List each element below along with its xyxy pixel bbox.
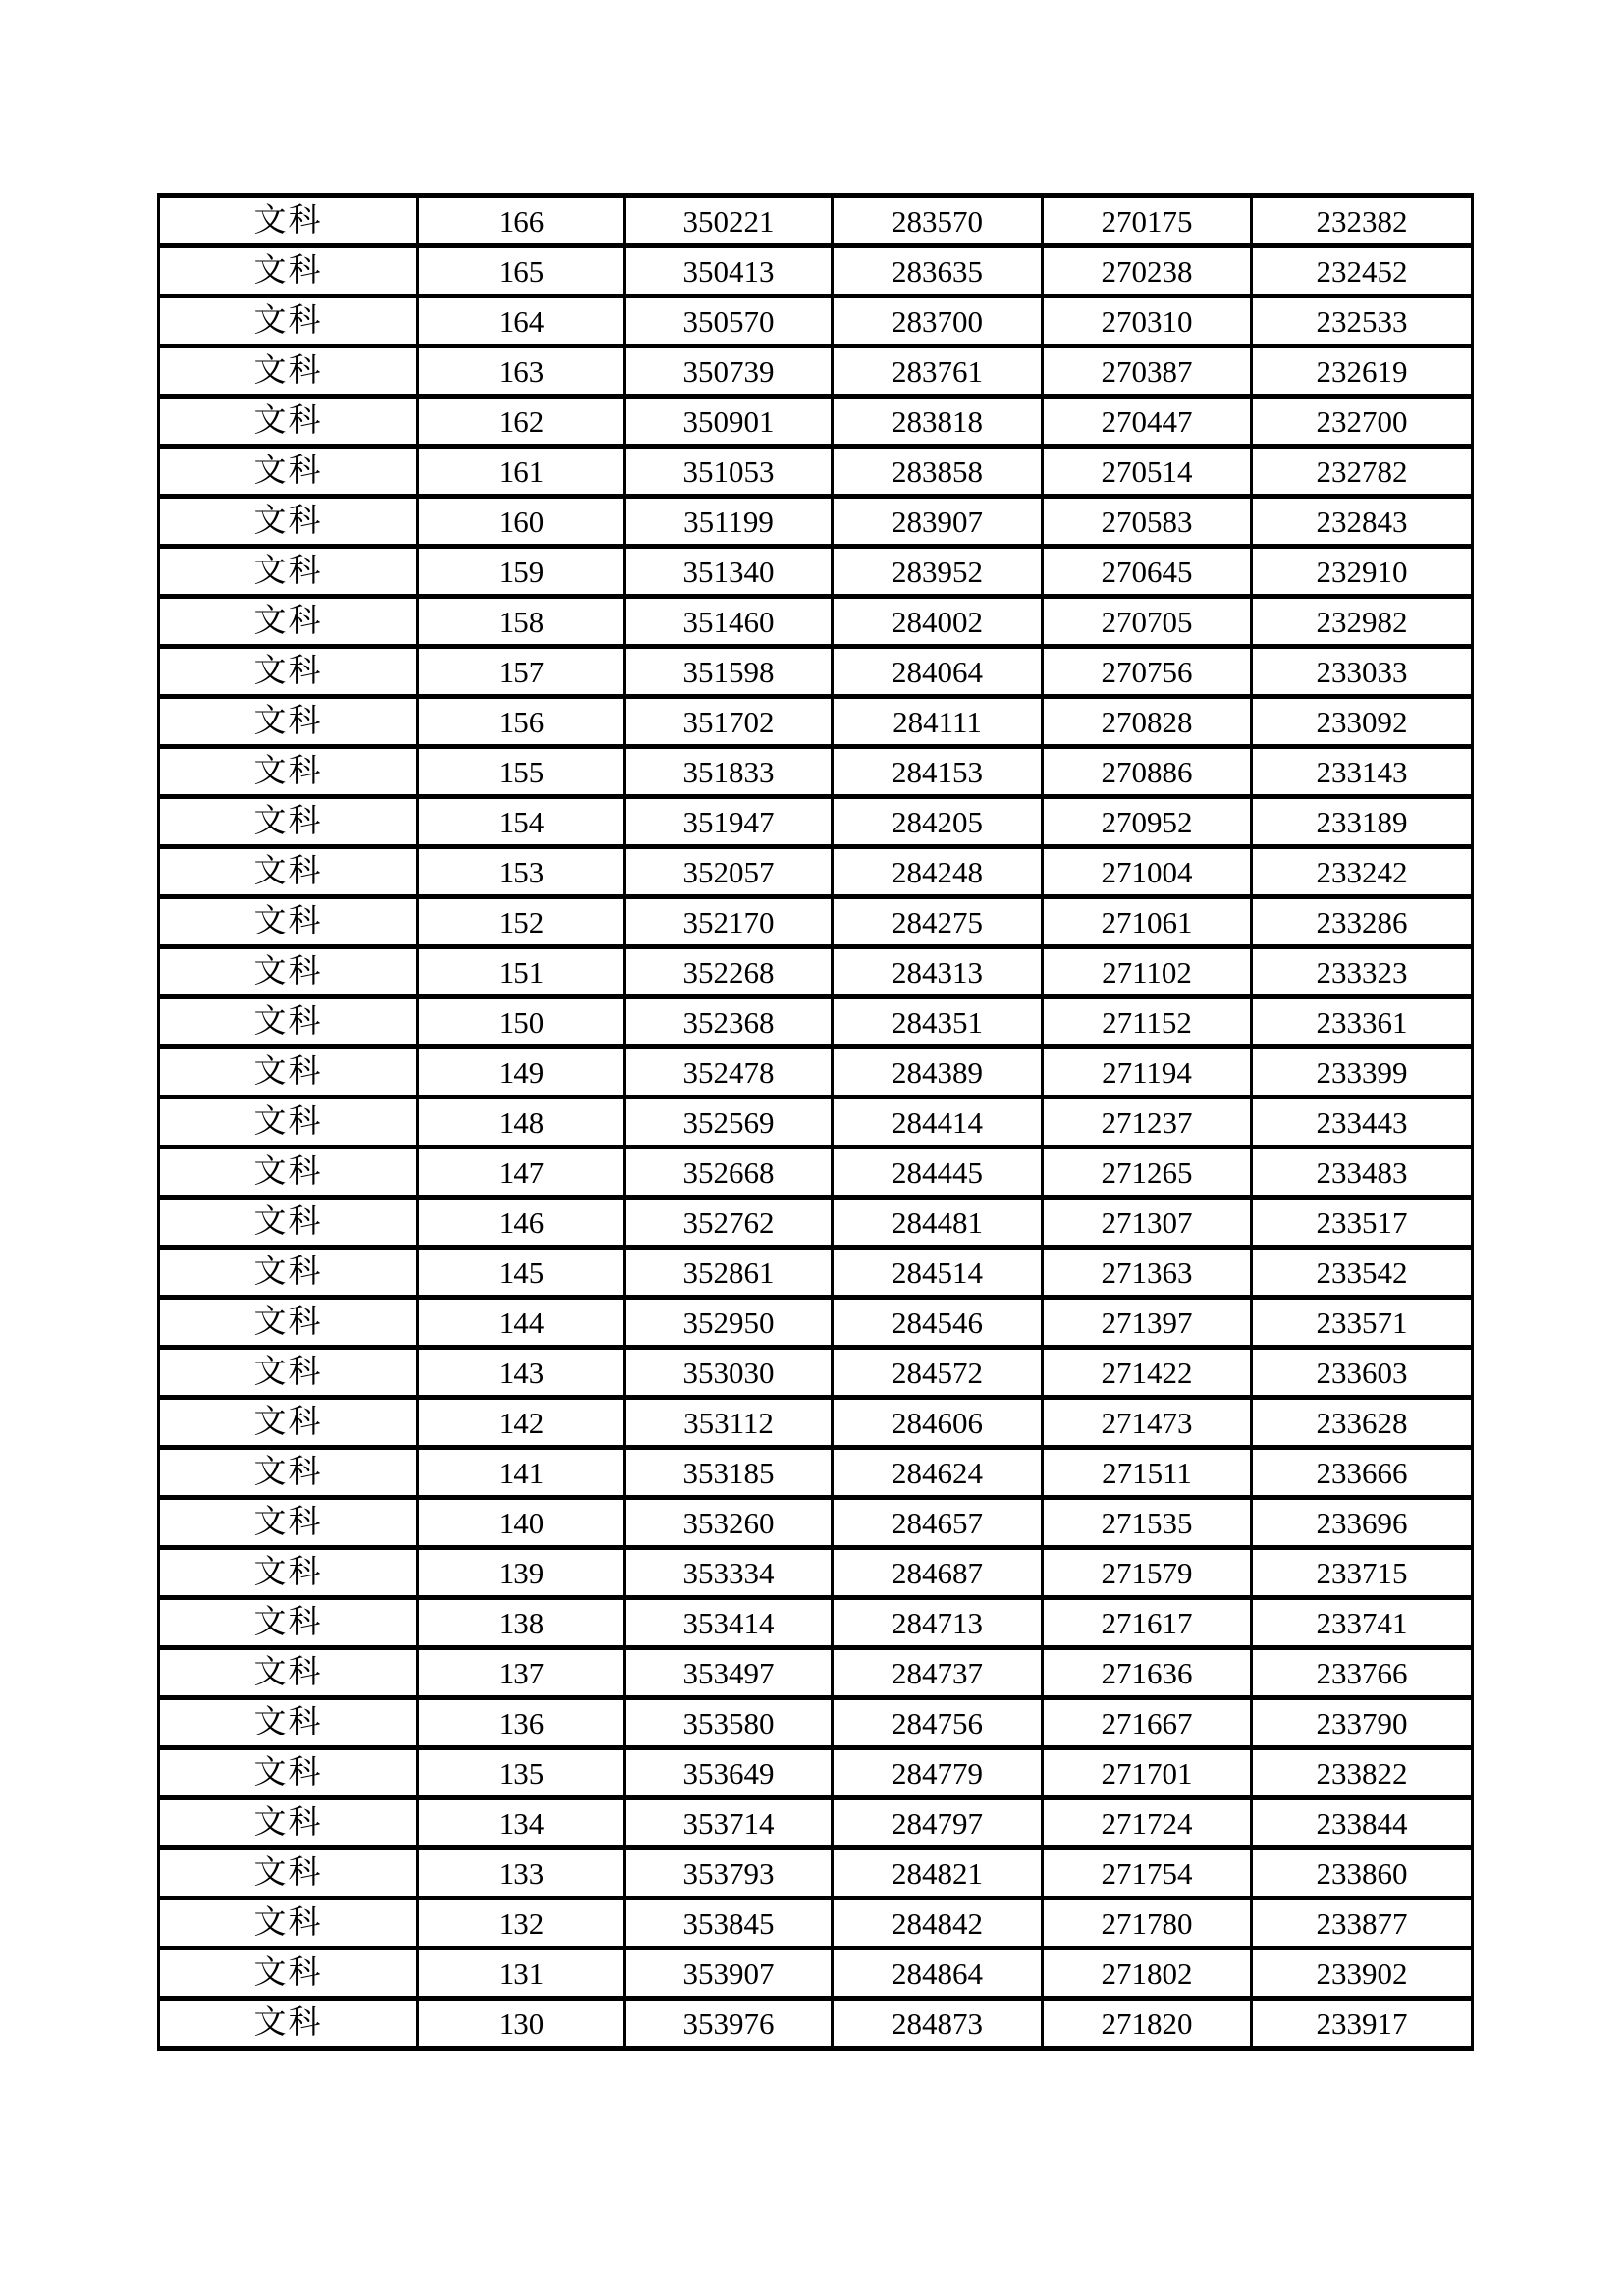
count-1-cell: 352268	[625, 947, 833, 997]
count-4-cell: 233844	[1252, 1798, 1473, 1848]
category-cell: 文科	[159, 1398, 418, 1448]
category-cell: 文科	[159, 697, 418, 747]
table-row	[159, 947, 1473, 997]
count-2-cell: 284713	[833, 1598, 1043, 1648]
count-1-cell: 351053	[625, 447, 833, 497]
table-row	[159, 697, 1473, 747]
category-cell: 文科	[159, 1248, 418, 1298]
count-2-cell: 283952	[833, 547, 1043, 597]
count-2-cell: 284481	[833, 1198, 1043, 1248]
count-1-cell: 353185	[625, 1448, 833, 1498]
score-cell: 164	[418, 296, 625, 347]
count-3-cell: 270310	[1043, 296, 1252, 347]
count-3-cell: 271102	[1043, 947, 1252, 997]
count-4-cell: 233517	[1252, 1198, 1473, 1248]
count-1-cell: 351947	[625, 797, 833, 847]
count-3-cell: 270583	[1043, 497, 1252, 547]
count-4-cell: 233483	[1252, 1148, 1473, 1198]
count-2-cell: 284687	[833, 1548, 1043, 1598]
count-3-cell: 271535	[1043, 1498, 1252, 1548]
score-cell: 149	[418, 1047, 625, 1097]
score-cell: 144	[418, 1298, 625, 1348]
table-row	[159, 597, 1473, 647]
count-3-cell: 271780	[1043, 1898, 1252, 1949]
count-2-cell: 284657	[833, 1498, 1043, 1548]
count-3-cell: 271617	[1043, 1598, 1252, 1648]
count-1-cell: 351199	[625, 497, 833, 547]
count-2-cell: 284756	[833, 1698, 1043, 1748]
count-1-cell: 350901	[625, 397, 833, 447]
score-cell: 137	[418, 1648, 625, 1698]
count-2-cell: 283907	[833, 497, 1043, 547]
count-1-cell: 351340	[625, 547, 833, 597]
table-row	[159, 497, 1473, 547]
count-2-cell: 284546	[833, 1298, 1043, 1348]
count-1-cell: 351598	[625, 647, 833, 697]
table-row	[159, 997, 1473, 1047]
category-cell: 文科	[159, 897, 418, 947]
score-cell: 145	[418, 1248, 625, 1298]
count-1-cell: 350739	[625, 347, 833, 397]
score-cell: 143	[418, 1348, 625, 1398]
count-1-cell: 350413	[625, 246, 833, 296]
table-row	[159, 897, 1473, 947]
count-3-cell: 270756	[1043, 647, 1252, 697]
count-3-cell: 270705	[1043, 597, 1252, 647]
table-row	[159, 1999, 1473, 2049]
count-2-cell: 284779	[833, 1748, 1043, 1798]
count-4-cell: 233917	[1252, 1999, 1473, 2049]
count-1-cell: 352861	[625, 1248, 833, 1298]
score-table-body	[159, 196, 1473, 2049]
count-1-cell: 352950	[625, 1298, 833, 1348]
table-row	[159, 1698, 1473, 1748]
score-cell: 166	[418, 196, 625, 246]
count-2-cell: 283700	[833, 296, 1043, 347]
table-row	[159, 1097, 1473, 1148]
count-2-cell: 284572	[833, 1348, 1043, 1398]
table-row	[159, 1598, 1473, 1648]
score-cell: 130	[418, 1999, 625, 2049]
category-cell: 文科	[159, 547, 418, 597]
score-cell: 140	[418, 1498, 625, 1548]
count-4-cell: 233542	[1252, 1248, 1473, 1298]
count-3-cell: 271422	[1043, 1348, 1252, 1398]
category-cell: 文科	[159, 1348, 418, 1398]
table-row	[159, 847, 1473, 897]
count-4-cell: 233323	[1252, 947, 1473, 997]
count-3-cell: 271802	[1043, 1949, 1252, 1999]
count-2-cell: 284514	[833, 1248, 1043, 1298]
count-4-cell: 233715	[1252, 1548, 1473, 1598]
category-cell: 文科	[159, 1498, 418, 1548]
count-1-cell: 350221	[625, 196, 833, 246]
count-2-cell: 284414	[833, 1097, 1043, 1148]
category-cell: 文科	[159, 1898, 418, 1949]
count-4-cell: 233571	[1252, 1298, 1473, 1348]
table-row	[159, 1047, 1473, 1097]
score-cell: 155	[418, 747, 625, 797]
score-cell: 134	[418, 1798, 625, 1848]
count-1-cell: 353334	[625, 1548, 833, 1598]
category-cell: 文科	[159, 1949, 418, 1999]
count-1-cell: 353112	[625, 1398, 833, 1448]
table-row	[159, 1648, 1473, 1698]
table-row	[159, 1348, 1473, 1398]
category-cell: 文科	[159, 1097, 418, 1148]
score-table	[157, 193, 1474, 2051]
table-row	[159, 246, 1473, 296]
category-cell: 文科	[159, 947, 418, 997]
count-4-cell: 233361	[1252, 997, 1473, 1047]
count-2-cell: 284064	[833, 647, 1043, 697]
count-2-cell: 284624	[833, 1448, 1043, 1498]
count-4-cell: 233399	[1252, 1047, 1473, 1097]
score-cell: 161	[418, 447, 625, 497]
count-4-cell: 233092	[1252, 697, 1473, 747]
score-cell: 151	[418, 947, 625, 997]
table-row	[159, 1748, 1473, 1798]
count-3-cell: 271004	[1043, 847, 1252, 897]
table-row	[159, 647, 1473, 697]
score-cell: 154	[418, 797, 625, 847]
table-row	[159, 447, 1473, 497]
score-cell: 147	[418, 1148, 625, 1198]
category-cell: 文科	[159, 1047, 418, 1097]
category-cell: 文科	[159, 1698, 418, 1748]
count-3-cell: 271579	[1043, 1548, 1252, 1598]
category-cell: 文科	[159, 1748, 418, 1798]
score-cell: 160	[418, 497, 625, 547]
count-3-cell: 271307	[1043, 1198, 1252, 1248]
count-1-cell: 352057	[625, 847, 833, 897]
count-2-cell: 284842	[833, 1898, 1043, 1949]
table-row	[159, 1548, 1473, 1598]
category-cell: 文科	[159, 1798, 418, 1848]
category-cell: 文科	[159, 196, 418, 246]
score-cell: 159	[418, 547, 625, 597]
count-3-cell: 271636	[1043, 1648, 1252, 1698]
score-cell: 146	[418, 1198, 625, 1248]
count-2-cell: 284205	[833, 797, 1043, 847]
count-2-cell: 284248	[833, 847, 1043, 897]
count-2-cell: 284873	[833, 1999, 1043, 2049]
score-cell: 142	[418, 1398, 625, 1448]
count-3-cell: 271265	[1043, 1148, 1252, 1198]
score-cell: 133	[418, 1848, 625, 1898]
score-cell: 148	[418, 1097, 625, 1148]
count-4-cell: 233603	[1252, 1348, 1473, 1398]
count-1-cell: 351833	[625, 747, 833, 797]
table-row	[159, 1148, 1473, 1198]
score-cell: 157	[418, 647, 625, 697]
count-4-cell: 233822	[1252, 1748, 1473, 1798]
count-3-cell: 270886	[1043, 747, 1252, 797]
score-cell: 139	[418, 1548, 625, 1598]
count-4-cell: 233286	[1252, 897, 1473, 947]
category-cell: 文科	[159, 397, 418, 447]
count-1-cell: 352762	[625, 1198, 833, 1248]
category-cell: 文科	[159, 1298, 418, 1348]
count-3-cell: 271724	[1043, 1798, 1252, 1848]
count-3-cell: 270447	[1043, 397, 1252, 447]
score-cell: 163	[418, 347, 625, 397]
count-1-cell: 352668	[625, 1148, 833, 1198]
count-2-cell: 283635	[833, 246, 1043, 296]
count-3-cell: 271061	[1043, 897, 1252, 947]
table-row	[159, 797, 1473, 847]
score-cell: 162	[418, 397, 625, 447]
score-cell: 152	[418, 897, 625, 947]
count-3-cell: 271701	[1043, 1748, 1252, 1798]
count-4-cell: 233033	[1252, 647, 1473, 697]
category-cell: 文科	[159, 1148, 418, 1198]
score-cell: 156	[418, 697, 625, 747]
count-1-cell: 353497	[625, 1648, 833, 1698]
count-2-cell: 284313	[833, 947, 1043, 997]
count-2-cell: 284737	[833, 1648, 1043, 1698]
table-row	[159, 1798, 1473, 1848]
count-3-cell: 271237	[1043, 1097, 1252, 1148]
count-4-cell: 233628	[1252, 1398, 1473, 1448]
count-2-cell: 284002	[833, 597, 1043, 647]
count-4-cell: 233143	[1252, 747, 1473, 797]
count-4-cell: 232619	[1252, 347, 1473, 397]
count-4-cell: 233666	[1252, 1448, 1473, 1498]
count-4-cell: 232782	[1252, 447, 1473, 497]
score-cell: 132	[418, 1898, 625, 1949]
count-4-cell: 232982	[1252, 597, 1473, 647]
count-1-cell: 353649	[625, 1748, 833, 1798]
score-cell: 136	[418, 1698, 625, 1748]
category-cell: 文科	[159, 1848, 418, 1898]
count-3-cell: 271820	[1043, 1999, 1252, 2049]
table-row	[159, 296, 1473, 347]
category-cell: 文科	[159, 1198, 418, 1248]
count-3-cell: 271754	[1043, 1848, 1252, 1898]
count-3-cell: 271473	[1043, 1398, 1252, 1448]
table-row	[159, 1248, 1473, 1298]
score-cell: 150	[418, 997, 625, 1047]
count-3-cell: 271194	[1043, 1047, 1252, 1097]
count-1-cell: 353260	[625, 1498, 833, 1548]
count-1-cell: 352569	[625, 1097, 833, 1148]
count-2-cell: 284389	[833, 1047, 1043, 1097]
count-1-cell: 353580	[625, 1698, 833, 1748]
count-3-cell: 270238	[1043, 246, 1252, 296]
count-2-cell: 284821	[833, 1848, 1043, 1898]
count-1-cell: 353030	[625, 1348, 833, 1398]
category-cell: 文科	[159, 747, 418, 797]
score-cell: 158	[418, 597, 625, 647]
count-4-cell: 233741	[1252, 1598, 1473, 1648]
count-2-cell: 283570	[833, 196, 1043, 246]
count-3-cell: 270952	[1043, 797, 1252, 847]
category-cell: 文科	[159, 447, 418, 497]
count-4-cell: 233242	[1252, 847, 1473, 897]
table-row	[159, 1298, 1473, 1348]
count-3-cell: 270514	[1043, 447, 1252, 497]
count-1-cell: 352478	[625, 1047, 833, 1097]
table-row	[159, 747, 1473, 797]
count-1-cell: 353793	[625, 1848, 833, 1898]
count-4-cell: 233189	[1252, 797, 1473, 847]
count-4-cell: 232452	[1252, 246, 1473, 296]
category-cell: 文科	[159, 1999, 418, 2049]
category-cell: 文科	[159, 1448, 418, 1498]
count-2-cell: 283858	[833, 447, 1043, 497]
count-3-cell: 271511	[1043, 1448, 1252, 1498]
category-cell: 文科	[159, 647, 418, 697]
count-3-cell: 271363	[1043, 1248, 1252, 1298]
count-3-cell: 271152	[1043, 997, 1252, 1047]
category-cell: 文科	[159, 847, 418, 897]
count-2-cell: 284351	[833, 997, 1043, 1047]
category-cell: 文科	[159, 597, 418, 647]
category-cell: 文科	[159, 347, 418, 397]
count-4-cell: 233902	[1252, 1949, 1473, 1999]
table-row	[159, 1498, 1473, 1548]
count-3-cell: 270828	[1043, 697, 1252, 747]
count-3-cell: 271397	[1043, 1298, 1252, 1348]
table-row	[159, 1198, 1473, 1248]
category-cell: 文科	[159, 797, 418, 847]
count-2-cell: 284111	[833, 697, 1043, 747]
score-cell: 165	[418, 246, 625, 296]
count-1-cell: 351702	[625, 697, 833, 747]
count-4-cell: 232910	[1252, 547, 1473, 597]
count-3-cell: 270175	[1043, 196, 1252, 246]
count-2-cell: 284445	[833, 1148, 1043, 1198]
table-row	[159, 397, 1473, 447]
category-cell: 文科	[159, 296, 418, 347]
score-cell: 131	[418, 1949, 625, 1999]
count-2-cell: 284606	[833, 1398, 1043, 1448]
count-2-cell: 283761	[833, 347, 1043, 397]
count-3-cell: 270387	[1043, 347, 1252, 397]
count-4-cell: 232700	[1252, 397, 1473, 447]
table-row	[159, 1949, 1473, 1999]
score-cell: 153	[418, 847, 625, 897]
table-row	[159, 196, 1473, 246]
table-row	[159, 1398, 1473, 1448]
count-2-cell: 284797	[833, 1798, 1043, 1848]
count-4-cell: 232843	[1252, 497, 1473, 547]
table-row	[159, 1898, 1473, 1949]
count-4-cell: 233790	[1252, 1698, 1473, 1748]
category-cell: 文科	[159, 997, 418, 1047]
table-row	[159, 1448, 1473, 1498]
score-cell: 141	[418, 1448, 625, 1498]
count-1-cell: 353714	[625, 1798, 833, 1848]
count-3-cell: 271667	[1043, 1698, 1252, 1748]
category-cell: 文科	[159, 1598, 418, 1648]
count-4-cell: 232382	[1252, 196, 1473, 246]
count-1-cell: 353907	[625, 1949, 833, 1999]
table-row	[159, 1848, 1473, 1898]
count-4-cell: 233860	[1252, 1848, 1473, 1898]
count-4-cell: 233877	[1252, 1898, 1473, 1949]
count-4-cell: 233696	[1252, 1498, 1473, 1548]
count-1-cell: 353414	[625, 1598, 833, 1648]
table-row	[159, 347, 1473, 397]
count-3-cell: 270645	[1043, 547, 1252, 597]
count-1-cell: 350570	[625, 296, 833, 347]
category-cell: 文科	[159, 497, 418, 547]
category-cell: 文科	[159, 1548, 418, 1598]
count-1-cell: 351460	[625, 597, 833, 647]
count-4-cell: 233766	[1252, 1648, 1473, 1698]
count-1-cell: 353976	[625, 1999, 833, 2049]
count-1-cell: 353845	[625, 1898, 833, 1949]
count-4-cell: 232533	[1252, 296, 1473, 347]
count-2-cell: 284153	[833, 747, 1043, 797]
count-4-cell: 233443	[1252, 1097, 1473, 1148]
count-1-cell: 352368	[625, 997, 833, 1047]
score-cell: 135	[418, 1748, 625, 1798]
count-2-cell: 284275	[833, 897, 1043, 947]
count-1-cell: 352170	[625, 897, 833, 947]
count-2-cell: 284864	[833, 1949, 1043, 1999]
category-cell: 文科	[159, 246, 418, 296]
category-cell: 文科	[159, 1648, 418, 1698]
table-row	[159, 547, 1473, 597]
count-2-cell: 283818	[833, 397, 1043, 447]
score-cell: 138	[418, 1598, 625, 1648]
